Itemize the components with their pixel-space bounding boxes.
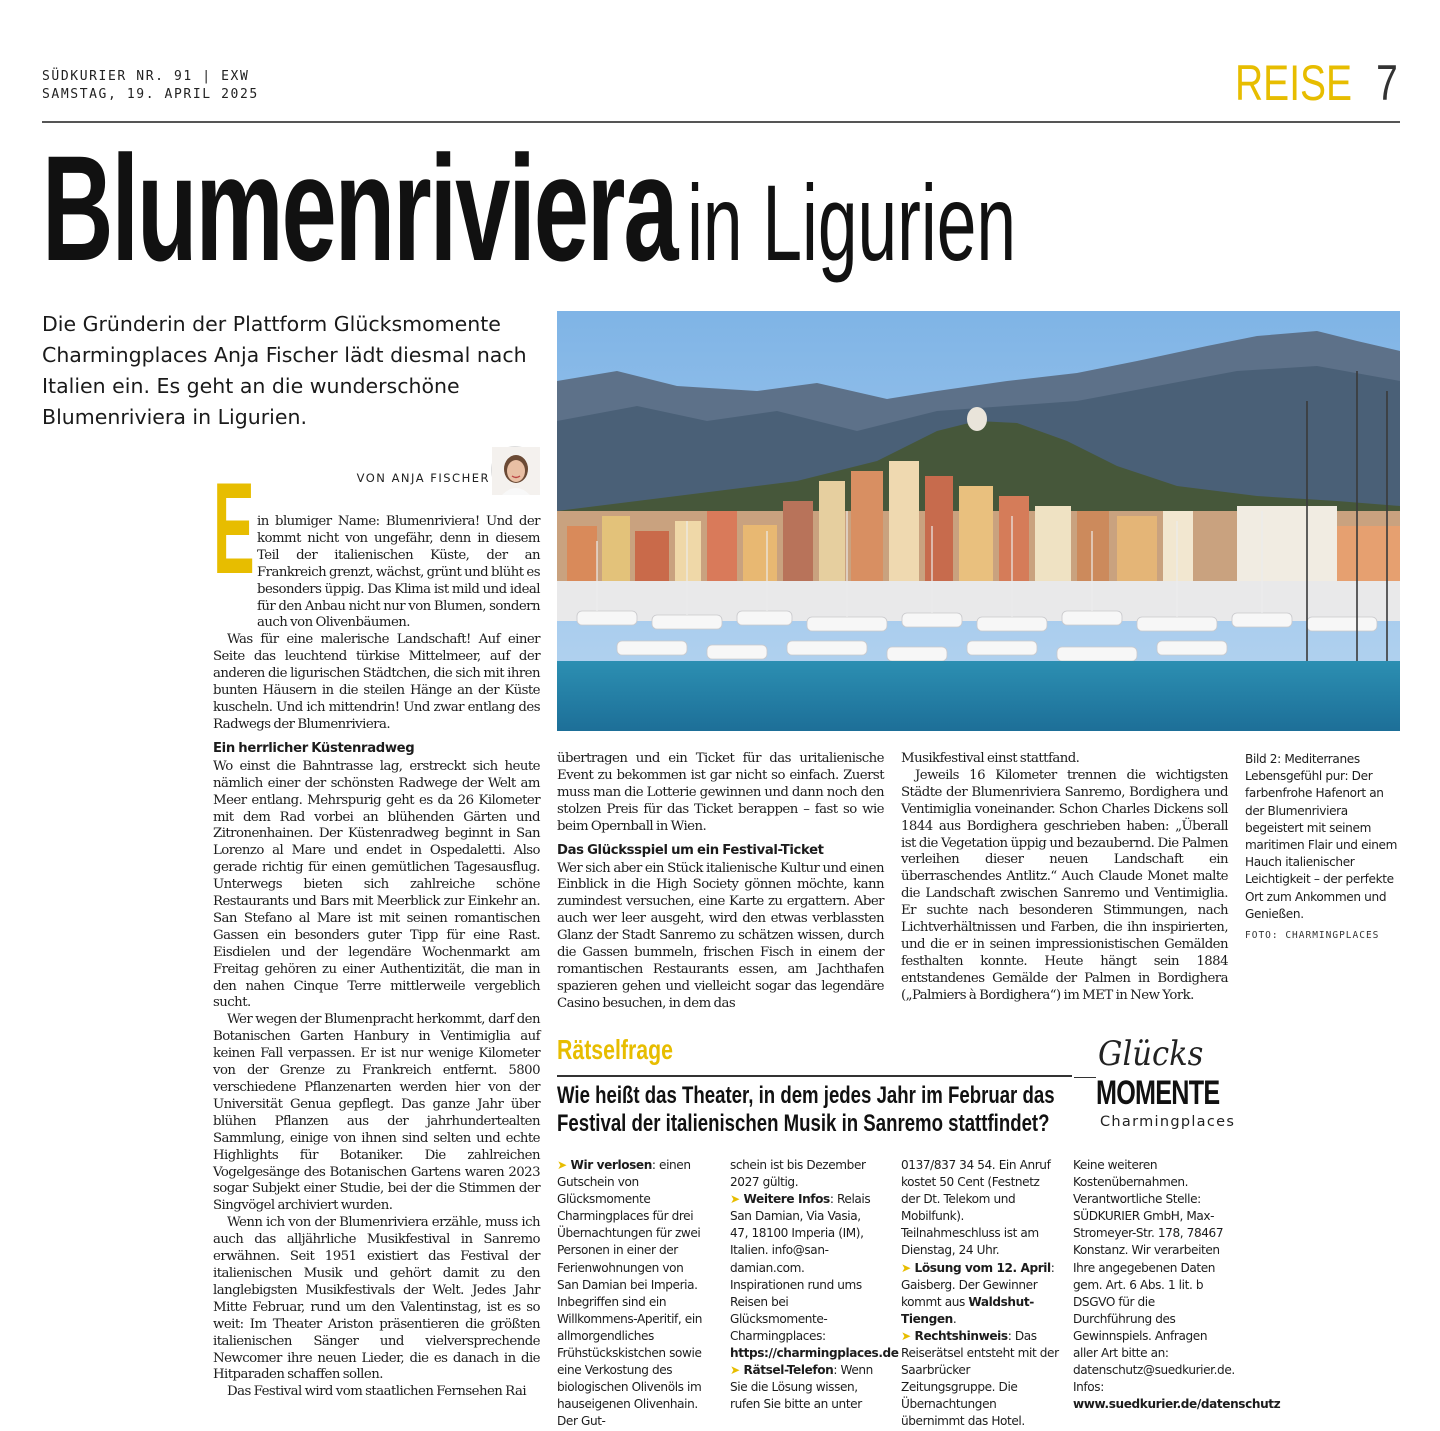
article-paragraph: Wer sich aber ein Stück italienische Kultur und einen Einblick in die High Society gönnen möchte, kann zumindest versuchen, eine Karte zu ergattern. Aber auch wer leer ausgeht, wird den etwas verblassten Glanz der Stadt Sanremo zu schätzen wissen, durch die Gassen bummeln, frischen Fisch in einem der romantischen Restaurants essen, am Jachthafen spazieren gehen und vielleicht sogar das legendäre Casino besuchen, in dem das	[557, 860, 884, 1011]
section-header	[1202, 56, 1398, 110]
quiz-label: Rechtshinweis	[914, 1328, 1008, 1343]
quiz-label: Weitere Infos	[743, 1192, 830, 1207]
headline-sub: in Ligurien	[687, 162, 1017, 283]
masthead-info	[42, 68, 259, 104]
quiz-column-3	[901, 1157, 1059, 1431]
drop-cap: E	[213, 455, 255, 601]
headline	[42, 124, 1017, 336]
arrow-icon: ➤	[901, 1260, 915, 1275]
arrow-icon: ➤	[730, 1363, 744, 1378]
issue-line: SÜDKURIER NR. 91 | EXW	[42, 69, 250, 84]
byline: VON ANJA FISCHER	[356, 471, 490, 485]
winner-town: Waldshut-Tiengen	[901, 1294, 1034, 1326]
charmingplaces-link[interactable]: https://charmingplaces.de	[730, 1346, 899, 1361]
harbor-photo	[557, 311, 1400, 731]
subheading: Das Glücksspiel um ein Festival-Ticket	[557, 842, 824, 858]
article-paragraph: in blumiger Name: Blumenriviera! Und der kommt nicht von ungefähr, denn in diesem Teil der italienischen Küste, der an Frankreich grenzt, wächst, grünt und blüht es besonders üppig. Das Klima ist mild und ideal für den Anbau nicht nur von Blumen, sondern auch von Olivenbäumen.	[257, 514, 540, 631]
quiz-text: : Das Reiserätsel entsteht mit der Saarbrücker Zeitungsgruppe. Die Übernachtungen übernimmt das Hotel.	[901, 1328, 1059, 1429]
quiz-column-4	[1073, 1157, 1281, 1413]
quiz-label: Wir verlosen	[570, 1158, 652, 1172]
quiz-text: : Wenn Sie die Lösung wissen, rufen Sie bitte an unter	[730, 1363, 873, 1412]
quiz-text: .	[952, 1311, 957, 1326]
arrow-icon: ➤	[557, 1158, 571, 1172]
subheading: Ein herrlicher Küstenradweg	[213, 740, 415, 756]
quiz-text: schein ist bis Dezember 2027 gültig.	[730, 1158, 866, 1190]
quiz-column-1	[557, 1157, 707, 1431]
quiz-text: 0137/837 34 54. Ein Anruf kostet 50 Cent (Festnetz der Dt. Telekom und Mobilfunk). Teilnahmeschluss ist am Dienstag, 24 Uhr.	[901, 1158, 1051, 1258]
quiz-text: : Relais San Damian, Via Vasia, 47, 18100 Imperia (IM), Italien. info@san-damian.com. Inspirationen rund ums Reisen bei Glücksmomente-Charmingplaces:	[730, 1192, 871, 1343]
quiz-title: Rätselfrage	[557, 1034, 673, 1065]
logo-rule	[1074, 1077, 1096, 1078]
arrow-icon: ➤	[901, 1328, 915, 1343]
quiz-text: : einen Gutschein von Glücksmomente Charmingplaces für drei Übernachtungen für zwei Personen in einer der Ferienwohnungen von San Damian bei Imperia. Inbegriffen sind ein Willkommens-Aperitif, ein allmorgendliches Frühstückskistchen sowie eine Verkostung des biologischen Olivenöls im hauseigenen Olivenhain. Der Gut-	[557, 1158, 703, 1429]
article-paragraph: Wer wegen der Blumenpracht herkommt, darf den Botanischen Garten Hanbury in Ventimiglia auf keinen Fall verpassen. Er ist nur wenige Kilometer von der Grenze zu Frankreich entfernt. 5800 verschiedene Pflanzenarten werden hier von der Universität Genua gepflegt. Das ganze Jahr über blühen Pflanzen aus der jahrhundertealten Sammlung, einige von ihnen sind selten und echte Highlights für Botaniker. Die zahlreichen Vogelgesänge des Botanischen Gartens waren 2023 sogar Subjekt einer Studie, bei der die Stimmen der Singvögel archiviert wurden.	[213, 1012, 540, 1214]
quiz-column-2	[730, 1157, 899, 1413]
article-paragraph: Das Festival wird vom staatlichen Fernsehen Rai	[227, 1384, 527, 1400]
article-paragraph: Wo einst die Bahntrasse lag, erstreckt sich heute nämlich einer der schönsten Radwege der Welt am Meer entlang. Mehrspurig geht es da 26 Kilometer mit dem Rad vorbei an blühenden Gärten und Zitronenhainen. Der Küstenradweg beginnt in San Lorenzo al Mare und endet in Ospedaletti. Also gerade richtig für einen gemütlichen Tagesausflug. Unterwegs bieten sich zahlreiche schöne Restaurants und Bars mit Meerblick zur Einkehr an. San Stefano al Mare ist mit seinen romantischen Gassen ein besonders guter Tipp für eine Rast. Eisdielen und der legendäre Wochenmarkt am Freitag gehören zu einer Authentizität, die man in den nahen Cinque Terre mittlerweile vergeblich sucht.	[213, 758, 540, 1011]
quiz-label: Lösung vom 12. April	[914, 1260, 1051, 1275]
quiz-divider	[557, 1075, 1072, 1077]
arrow-icon: ➤	[730, 1192, 744, 1207]
date-line: SAMSTAG, 19. APRIL 2025	[42, 87, 259, 102]
article-paragraph: Wenn ich von der Blumenriviera erzähle, muss ich auch das alljährliche Musikfestival in Sanremo erwähnen. Seit 1951 existiert das Festival der italienischen Musik und gehört damit zu den langlebigsten Musikfestivals der Welt. Jedes Jahr Mitte Februar, rund um den Valentinstag, ist es so weit: Im Theater Ariston präsentieren die größten italienischen Sänger und vielversprechende Newcomer ihre neuen Lieder, die es danach in die Hitparaden schaffen sollen.	[213, 1215, 540, 1383]
datenschutz-link[interactable]: www.suedkurier.de/datenschutz	[1073, 1397, 1281, 1412]
article-paragraph: Jeweils 16 Kilometer trennen die wichtigsten Städte der Blumenriviera Sanremo, Bordighera und Ventimiglia voneinander. Schon Charles Dickens soll 1844 aus Bordighera geschrieben haben: „Überall ist die Vegetation üppig und bezaubernd. Die Palmen verleihen dieser neuen Landschaft ein überraschendes Antlitz.“ Auch Claude Monet malte die Landschaft zwischen Sanremo und Ventimiglia. Er suchte nach besonderen Stimmungen, nach Lichtverhältnissen und Farben, die ihn inspirierten, und die er in seinen impressionistischen Gemälden festhalten konnte. Heute hängt sein 1884 entstandenes Gemälde der Palmen in Bordighera („Palmiers à Bordighera“) im MET in New York.	[901, 767, 1228, 1003]
quiz-question: Wie heißt das Theater, in dem jedes Jahr im Februar das Festival der italienischen Musik in Sanremo stattfindet?	[557, 1082, 1055, 1137]
article-paragraph: übertragen und ein Ticket für das uritalienische Event zu bekommen ist gar nicht so einfach. Zuerst muss man die Lotterie gewinnen und dann noch den stolzen Preis für das Ticket berappen – fast so wie beim Opernball in Wien.	[557, 751, 884, 834]
page-number: 7	[1376, 55, 1398, 111]
photo-caption	[1245, 751, 1403, 944]
article-column-1	[213, 514, 540, 1401]
article-paragraph: Musikfestival einst stattfand.	[901, 751, 1080, 766]
caption-text: Bild 2: Mediterranes Lebensgefühl pur: Der farbenfrohe Hafenort an der Blumenriviera begeistert mit seinem maritimen Flair und einem Hauch italienischer Leichtigkeit – der perfekte Ort zum Ankommen und Genießen.	[1245, 752, 1398, 921]
logo-main: MOMENTE	[1096, 1074, 1220, 1112]
article-paragraph: Was für eine malerische Landschaft! Auf einer Seite das leuchtend türkise Mittelmeer, auf der anderen die ligurischen Städtchen, die sich mit ihren bunten Häusern in die steilen Hänge an der Küste kuscheln. Und ich mittendrin! Und zwar entlang des Radwegs der Blumenriviera.	[213, 632, 540, 732]
author-photo	[491, 446, 539, 494]
logo-script: Glücks	[1098, 1034, 1204, 1074]
top-divider	[42, 121, 1400, 123]
gluecksmomente-logo	[1074, 1030, 1250, 1138]
article-lead: Die Gründerin der Plattform Glücksmomente Charmingplaces Anja Fischer lädt diesmal nach Italien ein. Es geht an die wunderschöne Blumenriviera in Ligurien.	[42, 312, 527, 429]
article-column-2	[557, 751, 884, 1013]
quiz-text: Keine weiteren Kostenübernahmen. Verantwortliche Stelle: SÜDKURIER GmbH, Max-Stromeyer-Str. 178, 78467 Konstanz. Wir verarbeiten Ihre angegebenen Daten gem. Art. 6 Abs. 1 lit. b DSGVO für die Durchführung des Gewinnspiels. Anfragen aller Art bitte an: datenschutz@suedkurier.de. Infos:	[1073, 1158, 1235, 1395]
headline-main: Blumenriviera	[42, 124, 677, 292]
photo-credit: FOTO: CHARMINGPLACES	[1245, 930, 1380, 942]
logo-sub: Charmingplaces	[1100, 1114, 1236, 1130]
article-column-3	[901, 751, 1228, 1005]
quiz-text: : Gaisberg. Der Gewinner kommt aus	[901, 1260, 1055, 1309]
quiz-label: Rätsel-Telefon	[743, 1363, 834, 1378]
section-name: REISE	[1235, 55, 1353, 111]
